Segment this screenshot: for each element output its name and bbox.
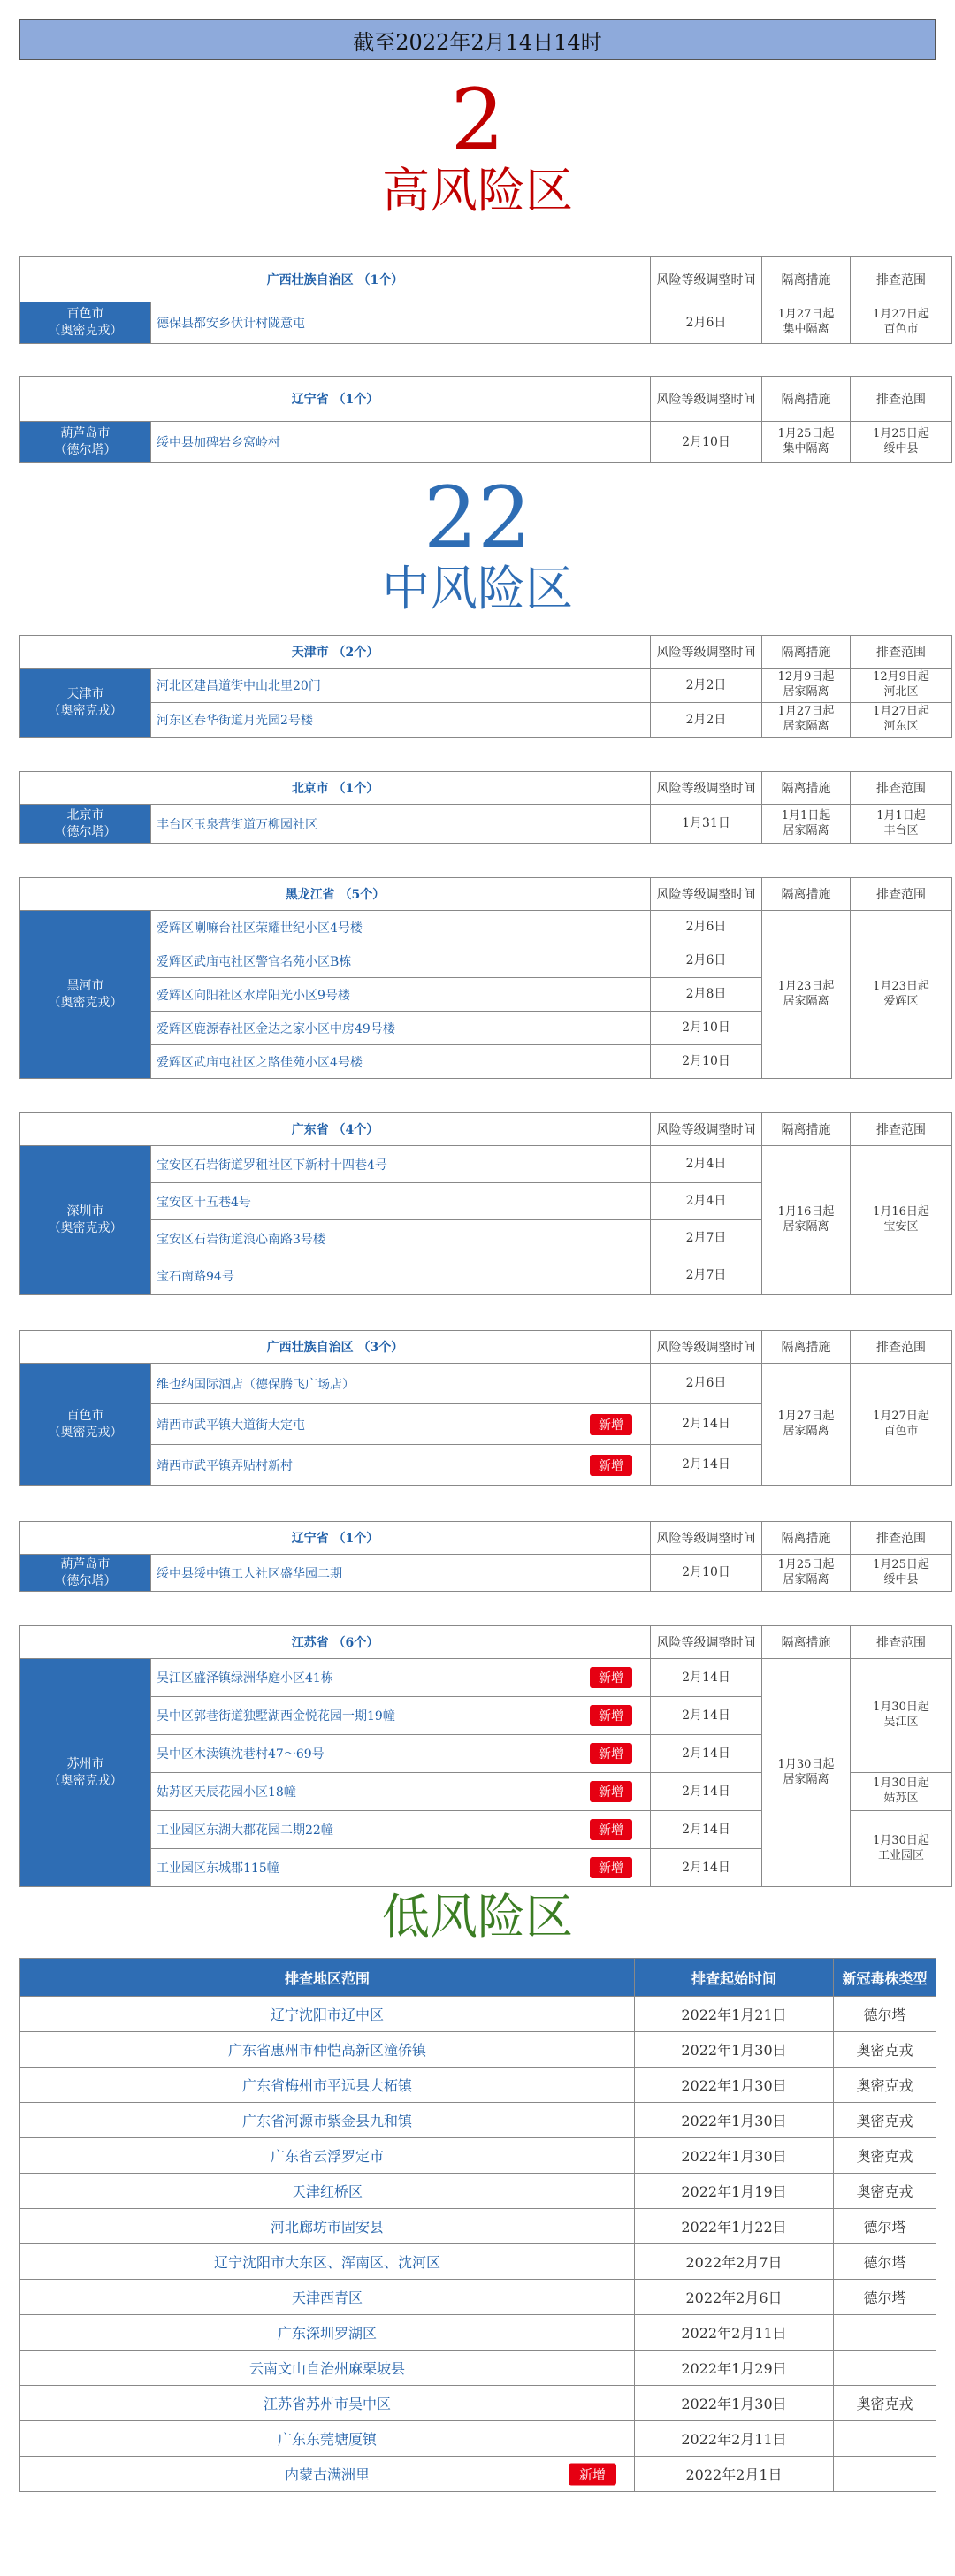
spacer [19,1592,936,1625]
range-cell: 1月23日起 爱辉区 [851,911,952,1079]
adjust-time-cell: 2月7日 [651,1257,762,1295]
city-cell: 葫芦岛市 （德尔塔） [20,422,151,463]
adjust-time-cell: 2月6日 [651,302,762,344]
table-row [20,2315,936,2351]
table-row [20,911,952,944]
spacer [19,1486,936,1521]
table-row [20,302,952,344]
address-cell: 绥中县加碑岩乡窝岭村 [151,422,651,463]
header-isolation: 隔离措施 [762,1331,851,1364]
region-table [19,635,952,738]
low-type-cell: 奥密克戎 [834,2174,936,2209]
header-range: 排查范围 [851,1113,952,1146]
table-row [20,2174,936,2209]
header-range: 排查范围 [851,1522,952,1555]
address-cell: 吴江区盛泽镇绿洲华庭小区41栋 新增 [151,1659,651,1697]
isolation-cell: 12月9日起 居家隔离 [762,669,851,703]
header-adjust-time: 风险等级调整时间 [651,377,762,422]
header-isolation: 隔离措施 [762,1522,851,1555]
table-row [20,1659,952,1697]
adjust-time-cell: 2月6日 [651,911,762,944]
low-start-cell: 2022年1月30日 [635,2032,834,2068]
low-area-cell: 天津西青区 [20,2280,635,2315]
low-start-cell: 2022年2月6日 [635,2280,834,2315]
range-cell: 1月30日起 吴江区 [851,1659,952,1773]
table-row [20,1364,952,1404]
low-type-cell: 德尔塔 [834,2280,936,2315]
region-table [19,771,952,844]
low-type-cell [834,2351,936,2386]
header-isolation: 隔离措施 [762,1626,851,1659]
address-cell: 爱辉区喇嘛台社区荣耀世纪小区4号楼 [151,911,651,944]
header-adjust-time: 风险等级调整时间 [651,772,762,805]
low-type-cell: 德尔塔 [834,1997,936,2032]
city-cell: 北京市 （德尔塔） [20,805,151,844]
isolation-cell: 1月16日起 居家隔离 [762,1146,851,1295]
province-header: 黑龙江省 （5个） [20,878,651,911]
address-cell: 宝安区十五巷4号 [151,1183,651,1220]
address-cell: 姑苏区天辰花园小区18幢 新增 [151,1773,651,1811]
isolation-cell: 1月27日起 集中隔离 [762,302,851,344]
low-header-start: 排查起始时间 [635,1959,834,1997]
adjust-time-cell: 2月14日 [651,1735,762,1773]
range-cell: 1月25日起 绥中县 [851,422,952,463]
range-cell: 1月30日起 姑苏区 [851,1773,952,1811]
low-start-cell: 2022年2月11日 [635,2421,834,2457]
province-header: 江苏省 （6个） [20,1626,651,1659]
city-cell: 百色市 （奥密克戎） [20,1364,151,1486]
isolation-cell: 1月1日起 居家隔离 [762,805,851,844]
table-row [20,2138,936,2174]
adjust-time-cell: 2月14日 [651,1773,762,1811]
low-start-cell: 2022年2月7日 [635,2244,834,2280]
header-adjust-time: 风险等级调整时间 [651,636,762,669]
low-type-cell: 德尔塔 [834,2209,936,2244]
new-badge: 新增 [590,1743,632,1764]
header-range: 排查范围 [851,878,952,911]
high-risk-tables [19,256,936,463]
header-isolation: 隔离措施 [762,772,851,805]
low-area-cell: 广东深圳罗湖区 [20,2315,635,2351]
adjust-time-cell: 2月14日 [651,1404,762,1445]
region-table [19,1625,952,1887]
city-cell: 深圳市 （奥密克戎） [20,1146,151,1295]
low-header-type: 新冠毒株类型 [834,1959,936,1997]
adjust-time-cell: 2月2日 [651,669,762,703]
low-risk-table [19,1958,936,2492]
range-cell: 1月1日起 丰台区 [851,805,952,844]
table-row [20,2244,936,2280]
table-row [20,2068,936,2103]
header-isolation: 隔离措施 [762,377,851,422]
spacer [19,1079,936,1112]
adjust-time-cell: 2月6日 [651,944,762,978]
range-cell: 1月27日起 河东区 [851,703,952,738]
low-start-cell: 2022年1月30日 [635,2138,834,2174]
address-cell: 工业园区东城郡115幢 新增 [151,1849,651,1887]
table-row [20,2032,936,2068]
low-start-cell: 2022年2月1日 [635,2457,834,2492]
adjust-time-cell: 2月8日 [651,978,762,1012]
address-cell: 靖西市武平镇大道街大定屯 新增 [151,1404,651,1445]
low-start-cell: 2022年1月30日 [635,2103,834,2138]
header-adjust-time: 风险等级调整时间 [651,1331,762,1364]
header-range: 排查范围 [851,257,952,302]
range-cell: 1月25日起 绥中县 [851,1555,952,1592]
table-row [20,805,952,844]
address-cell: 爱辉区武庙屯社区之路佳苑小区4号楼 [151,1045,651,1079]
city-cell: 百色市 （奥密克戎） [20,302,151,344]
range-cell: 1月27日起 百色市 [851,1364,952,1486]
table-row [20,1146,952,1183]
isolation-cell: 1月25日起 居家隔离 [762,1555,851,1592]
date-banner: 截至2022年2月14日14时 [19,19,936,60]
address-cell: 宝石南路94号 [151,1257,651,1295]
low-area-cell: 辽宁沈阳市大东区、浑南区、沈河区 [20,2244,635,2280]
low-start-cell: 2022年1月30日 [635,2068,834,2103]
province-header: 广西壮族自治区 （3个） [20,1331,651,1364]
isolation-cell: 1月30日起 居家隔离 [762,1659,851,1887]
address-cell: 宝安区石岩街道罗租社区下新村十四巷4号 [151,1146,651,1183]
adjust-time-cell: 2月14日 [651,1659,762,1697]
adjust-time-cell: 2月14日 [651,1697,762,1735]
low-start-cell: 2022年1月19日 [635,2174,834,2209]
low-area-cell: 广东东莞塘厦镇 [20,2421,635,2457]
adjust-time-cell: 2月10日 [651,422,762,463]
mid-risk-count: 22 [423,469,532,568]
low-start-cell: 2022年1月29日 [635,2351,834,2386]
new-badge: 新增 [590,1781,632,1802]
city-cell: 天津市 （奥密克戎） [20,669,151,738]
range-cell: 12月9日起 河北区 [851,669,952,703]
low-start-cell: 2022年2月11日 [635,2315,834,2351]
new-badge: 新增 [590,1819,632,1840]
header-isolation: 隔离措施 [762,1113,851,1146]
header-range: 排查范围 [851,636,952,669]
adjust-time-cell: 2月2日 [651,703,762,738]
adjust-time-cell: 2月7日 [651,1220,762,1257]
low-area-cell: 江苏省苏州市吴中区 [20,2386,635,2421]
region-table [19,1112,952,1295]
table-row [20,669,952,703]
adjust-time-cell: 2月6日 [651,1364,762,1404]
table-row [20,1555,952,1592]
province-header: 辽宁省 （1个） [20,1522,651,1555]
header-adjust-time: 风险等级调整时间 [651,257,762,302]
address-cell: 靖西市武平镇弄贴村新村 新增 [151,1445,651,1486]
isolation-cell: 1月27日起 居家隔离 [762,1364,851,1486]
low-type-cell: 奥密克戎 [834,2138,936,2174]
table-row [20,1997,936,2032]
address-cell: 维也纳国际酒店（德保腾飞广场店） [151,1364,651,1404]
province-header: 辽宁省 （1个） [20,377,651,422]
region-table [19,877,952,1079]
table-row [20,2386,936,2421]
spacer [19,344,936,376]
low-area-cell: 广东省惠州市仲恺高新区潼侨镇 [20,2032,635,2068]
address-cell: 德保县都安乡伏计村陇意屯 [151,302,651,344]
new-badge: 新增 [569,2463,616,2485]
range-cell: 1月27日起 百色市 [851,302,952,344]
low-type-cell [834,2421,936,2457]
table-row [20,703,952,738]
spacer [19,1295,936,1330]
table-row [20,2209,936,2244]
address-cell: 爱辉区向阳社区水岸阳光小区9号楼 [151,978,651,1012]
adjust-time-cell: 2月10日 [651,1555,762,1592]
low-area-cell: 广东省梅州市平远县大柘镇 [20,2068,635,2103]
high-risk-title: 高风险区 [382,163,573,218]
range-cell: 1月16日起 宝安区 [851,1146,952,1295]
address-cell: 河北区建昌道街中山北里20门 [151,669,651,703]
isolation-cell: 1月25日起 集中隔离 [762,422,851,463]
header-isolation: 隔离措施 [762,636,851,669]
header-isolation: 隔离措施 [762,878,851,911]
adjust-time-cell: 2月4日 [651,1146,762,1183]
region-table [19,1521,952,1592]
adjust-time-cell: 1月31日 [651,805,762,844]
header-range: 排查范围 [851,377,952,422]
header-range: 排查范围 [851,1331,952,1364]
spacer [19,844,936,877]
high-risk-count: 2 [450,71,505,170]
header-adjust-time: 风险等级调整时间 [651,1522,762,1555]
low-risk-title: 低风险区 [382,1889,573,1945]
low-area-cell: 广东省云浮罗定市 [20,2138,635,2174]
isolation-cell: 1月27日起 居家隔离 [762,703,851,738]
province-header: 北京市 （1个） [20,772,651,805]
isolation-cell: 1月23日起 居家隔离 [762,911,851,1079]
header-adjust-time: 风险等级调整时间 [651,878,762,911]
low-type-cell: 奥密克戎 [834,2032,936,2068]
low-start-cell: 2022年1月22日 [635,2209,834,2244]
new-badge: 新增 [590,1857,632,1878]
low-area-cell: 辽宁沈阳市辽中区 [20,1997,635,2032]
address-cell: 宝安区石岩街道浪心南路3号楼 [151,1220,651,1257]
table-row [20,2421,936,2457]
region-table [19,376,952,463]
range-cell: 1月30日起 工业园区 [851,1811,952,1887]
low-type-cell: 奥密克戎 [834,2068,936,2103]
low-type-cell: 奥密克戎 [834,2386,936,2421]
adjust-time-cell: 2月4日 [651,1183,762,1220]
region-table [19,1330,952,1486]
adjust-time-cell: 2月10日 [651,1045,762,1079]
city-cell: 黑河市 （奥密克戎） [20,911,151,1079]
low-start-cell: 2022年1月30日 [635,2386,834,2421]
low-start-cell: 2022年1月21日 [635,1997,834,2032]
address-cell: 爱辉区武庙屯社区警官名苑小区B栋 [151,944,651,978]
adjust-time-cell: 2月10日 [651,1012,762,1045]
address-cell: 丰台区玉泉营街道万柳园社区 [151,805,651,844]
header-adjust-time: 风险等级调整时间 [651,1113,762,1146]
mid-risk-title: 中风险区 [382,561,573,616]
adjust-time-cell: 2月14日 [651,1849,762,1887]
low-type-cell: 奥密克戎 [834,2103,936,2138]
low-header-area: 排查地区范围 [20,1959,635,1997]
low-area-cell: 广东省河源市紫金县九和镇 [20,2103,635,2138]
table-row [20,2280,936,2315]
table-row [20,2351,936,2386]
province-header: 天津市 （2个） [20,636,651,669]
low-type-cell: 德尔塔 [834,2244,936,2280]
address-cell: 绥中县绥中镇工人社区盛华园二期 [151,1555,651,1592]
header-isolation: 隔离措施 [762,257,851,302]
low-type-cell [834,2457,936,2492]
spacer [19,738,936,771]
city-cell: 苏州市 （奥密克戎） [20,1659,151,1887]
region-table [19,256,952,344]
table-row [20,422,952,463]
new-badge: 新增 [590,1455,632,1476]
header-range: 排查范围 [851,1626,952,1659]
table-row [20,2103,936,2138]
address-cell: 河东区春华街道月光园2号楼 [151,703,651,738]
adjust-time-cell: 2月14日 [651,1811,762,1849]
header-adjust-time: 风险等级调整时间 [651,1626,762,1659]
low-area-cell: 云南文山自治州麻栗坡县 [20,2351,635,2386]
mid-risk-tables [19,635,936,1887]
new-badge: 新增 [590,1705,632,1726]
low-area-cell: 河北廊坊市固安县 [20,2209,635,2244]
low-area-cell: 天津红桥区 [20,2174,635,2209]
table-row [20,2457,936,2492]
province-header: 广西壮族自治区 （1个） [20,257,651,302]
page [0,19,955,2492]
adjust-time-cell: 2月14日 [651,1445,762,1486]
new-badge: 新增 [590,1667,632,1688]
city-cell: 葫芦岛市 （德尔塔） [20,1555,151,1592]
province-header: 广东省 （4个） [20,1113,651,1146]
address-cell: 工业园区东湖大郡花园二期22幢 新增 [151,1811,651,1849]
low-type-cell [834,2315,936,2351]
header-range: 排查范围 [851,772,952,805]
address-cell: 爱辉区鹿源春社区金达之家小区中房49号楼 [151,1012,651,1045]
new-badge: 新增 [590,1414,632,1435]
low-area-cell: 内蒙古满洲里 新增 [20,2457,635,2492]
address-cell: 吴中区木渎镇沈巷村47～69号 新增 [151,1735,651,1773]
address-cell: 吴中区郭巷街道独墅湖西金悦花园一期19幢 新增 [151,1697,651,1735]
